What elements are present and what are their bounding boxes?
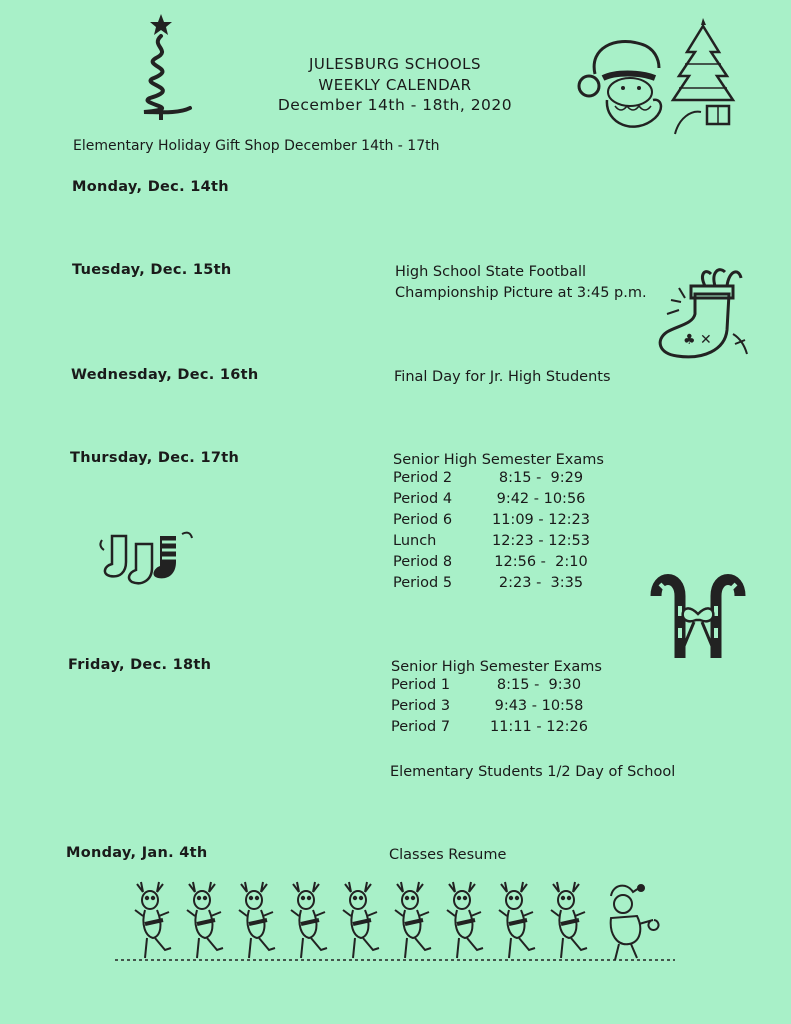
period-time: 9:43 - 10:58 (494, 698, 584, 714)
thu17-schedule-row (393, 491, 601, 512)
santa-tree-icon (575, 14, 740, 139)
period-time: 11:09 - 12:23 (491, 512, 591, 528)
tue15-event-line2: Championship Picture at 3:45 p.m. (395, 285, 647, 301)
reindeer-figure (447, 882, 483, 958)
period-label: Period 8 (393, 554, 453, 570)
fri18-note: Elementary Students 1/2 Day of School (390, 764, 676, 780)
fri18-schedule (391, 677, 599, 740)
thu17-schedule-row (393, 470, 601, 491)
christmas-tree-icon (128, 12, 194, 122)
period-time: 12:56 - 2:10 (494, 554, 588, 570)
day-label-tue15: Tuesday, Dec. 15th (72, 262, 232, 278)
santa-figure (611, 885, 659, 960)
thu17-schedule (393, 470, 601, 596)
thu17-schedule-row (393, 554, 601, 575)
period-time: 9:42 - 10:56 (496, 491, 586, 507)
period-label: Period 3 (391, 698, 451, 714)
period-time: 12:23 - 12:53 (491, 533, 591, 549)
wed16-event: Final Day for Jr. High Students (394, 369, 611, 385)
reindeer-parade-icon (115, 880, 680, 980)
reindeer-figure (291, 882, 327, 958)
date-range: December 14th - 18th, 2020 (277, 96, 513, 114)
period-label: Period 7 (391, 719, 451, 735)
period-label: Period 4 (393, 491, 453, 507)
tue15-event (395, 262, 647, 304)
day-label-mon4: Monday, Jan. 4th (66, 845, 208, 861)
period-label: Period 6 (393, 512, 453, 528)
school-name: JULESBURG SCHOOLS (308, 55, 482, 73)
candy-canes-icon (650, 566, 746, 662)
reindeer-figure (395, 882, 431, 958)
fri18-schedule-row (391, 677, 599, 698)
tue15-event-line1: High School State Football (395, 264, 587, 280)
reindeer-figure (239, 882, 275, 958)
svg-text:♣ ✕: ♣ ✕ (683, 332, 712, 348)
period-time: 8:15 - 9:30 (496, 677, 582, 693)
day-label-fri18: Friday, Dec. 18th (68, 657, 212, 673)
day-label-thu17: Thursday, Dec. 17th (70, 450, 240, 466)
reindeer-figure (499, 882, 535, 958)
mon4-event: Classes Resume (389, 847, 507, 863)
reindeer-figure (551, 882, 587, 958)
day-label-mon14: Monday, Dec. 14th (72, 179, 229, 195)
reindeer-figure (187, 882, 223, 958)
gift-shop-notice: Elementary Holiday Gift Shop December 14th - 17th (73, 138, 440, 154)
stockings-icon (98, 528, 196, 588)
period-label: Period 1 (391, 677, 451, 693)
period-label: Lunch (393, 533, 437, 549)
period-time: 2:23 - 3:35 (498, 575, 584, 591)
thu17-schedule-row (393, 533, 601, 554)
period-label: Period 2 (393, 470, 453, 486)
fri18-schedule-row (391, 719, 599, 740)
fri18-schedule-row (391, 698, 599, 719)
thu17-heading: Senior High Semester Exams (393, 452, 604, 468)
stocking-icon (655, 264, 760, 366)
fri18-heading: Senior High Semester Exams (391, 659, 602, 675)
thu17-schedule-row (393, 575, 601, 596)
reindeer-figure (343, 882, 379, 958)
calendar-title: WEEKLY CALENDAR (318, 76, 472, 94)
day-label-wed16: Wednesday, Dec. 16th (71, 367, 259, 383)
thu17-schedule-row (393, 512, 601, 533)
period-time: 11:11 - 12:26 (489, 719, 589, 735)
period-time: 8:15 - 9:29 (498, 470, 584, 486)
reindeer-figure (135, 882, 171, 958)
period-label: Period 5 (393, 575, 453, 591)
